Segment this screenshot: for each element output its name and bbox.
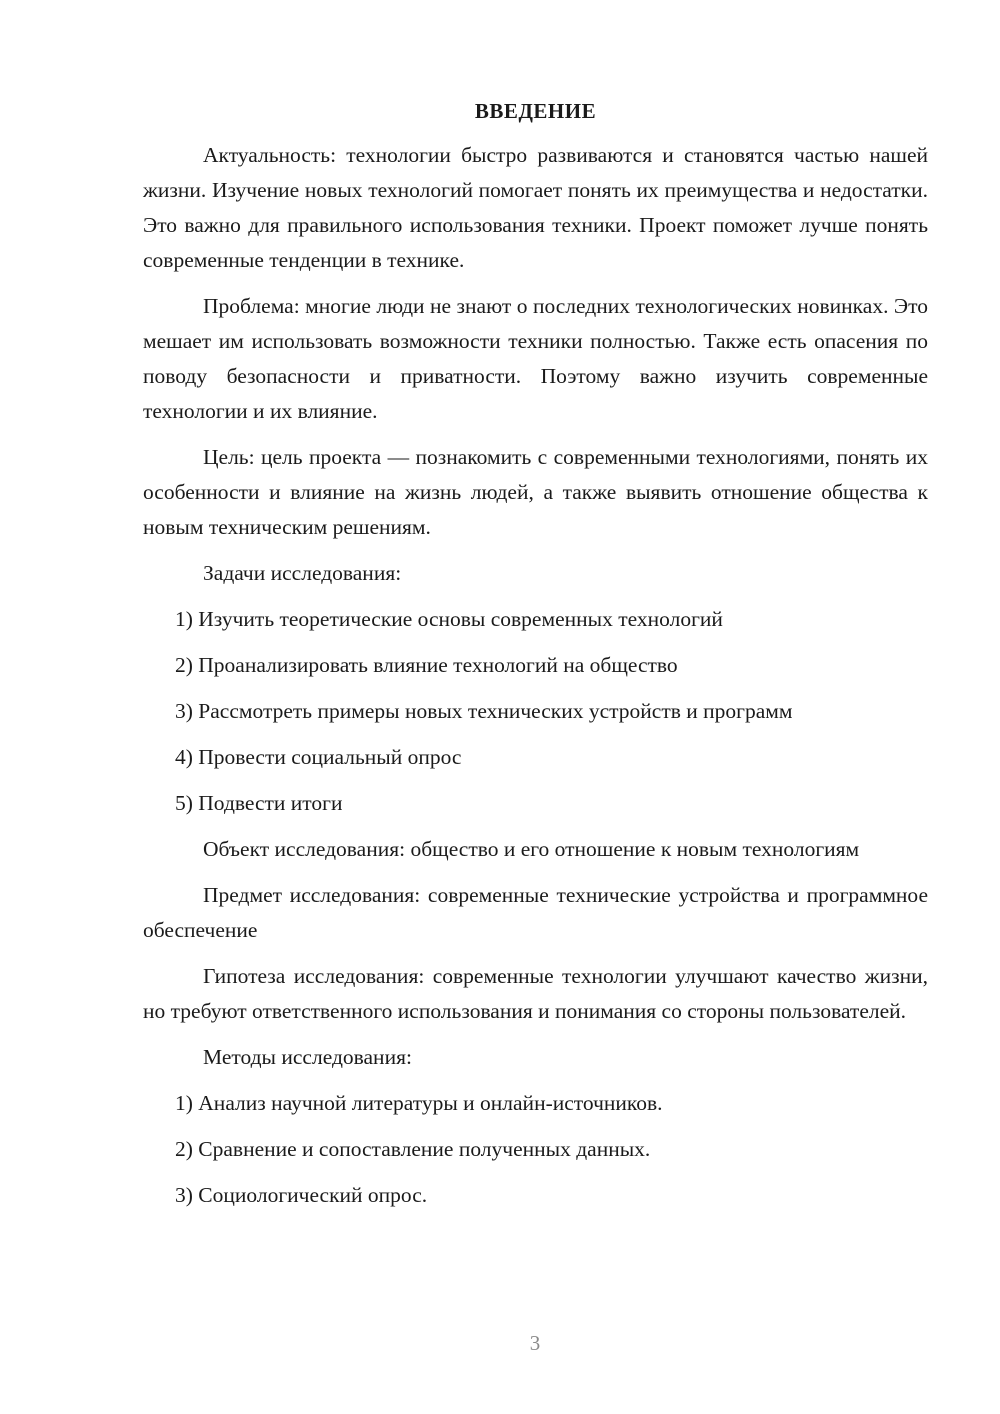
methods-list — [143, 1086, 928, 1213]
relevance-paragraph: Актуальность: технологии быстро развиваются и становятся частью нашей жизни. Изучение новых технологий помогает понять их преимущества и недостатки. Это важно для правильного использования техники. Проект поможет лучше понять современные тенденции в технике. — [143, 143, 928, 272]
task-item: 3) Рассмотреть примеры новых технических устройств и программ — [175, 699, 793, 723]
page-content — [143, 96, 928, 1224]
method-item: 1) Анализ научной литературы и онлайн-источников. — [175, 1091, 663, 1115]
task-item: 5) Подвести итоги — [175, 791, 343, 815]
goal-paragraph: Цель: цель проекта — познакомить с современными технологиями, понять их особенности и влияние на жизнь людей, а также выявить отношение общества к новым техническим решениям. — [143, 445, 928, 539]
tasks-list — [143, 602, 928, 821]
subject-paragraph: Предмет исследования: современные технические устройства и программное обеспечение — [143, 883, 928, 942]
object-paragraph: Объект исследования: общество и его отношение к новым технологиям — [203, 837, 860, 861]
method-item: 3) Социологический опрос. — [175, 1183, 428, 1207]
section-title: ВВЕДЕНИЕ — [474, 99, 597, 123]
task-item: 1) Изучить теоретические основы современных технологий — [175, 607, 723, 631]
problem-paragraph: Проблема: многие люди не знают о последних технологических новинках. Это мешает им использовать возможности техники полностью. Также есть опасения по поводу безопасности и приватности. Поэтому важно изучить современные технологии и их влияние. — [143, 294, 928, 423]
tasks-heading: Задачи исследования: — [203, 561, 402, 585]
methods-heading: Методы исследования: — [203, 1045, 412, 1069]
task-item: 4) Провести социальный опрос — [175, 745, 462, 769]
page-number: 3 — [529, 1331, 541, 1355]
hypothesis-paragraph: Гипотеза исследования: современные технологии улучшают качество жизни, но требуют ответственного использования и понимания со стороны пользователей. — [143, 964, 928, 1023]
task-item: 2) Проанализировать влияние технологий на общество — [175, 653, 678, 677]
method-item: 2) Сравнение и сопоставление полученных данных. — [175, 1137, 651, 1161]
